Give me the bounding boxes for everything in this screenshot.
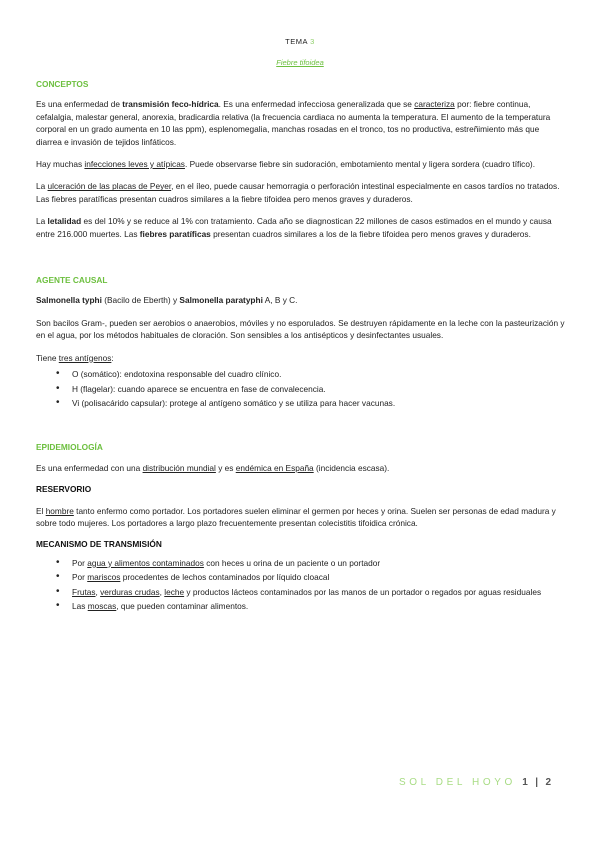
topic-number: 3 xyxy=(310,37,315,46)
text-run: La xyxy=(36,181,48,192)
subheading-mecanismo: MECANISMO DE TRANSMISIÓN xyxy=(36,539,162,550)
text-run: Por xyxy=(72,572,88,583)
list-item xyxy=(72,571,566,583)
text-run: es del 10% y se reduce al 1% con tratamiento. Cada año se diagnostican 22 millones de casos estimados en el mundo y causa entre 216.000 muertes. Las xyxy=(36,216,552,239)
transmission-list xyxy=(36,557,566,613)
text-run: y productos lácteos contaminados por las manos de un portador o regados por aguas residuales xyxy=(184,586,542,597)
list-item xyxy=(72,557,566,569)
text-run: Por xyxy=(72,557,88,568)
document-subtitle: Fiebre tifoidea xyxy=(276,58,324,67)
underlined-term: ulceración de las placas de Peyer xyxy=(47,181,172,192)
section-heading-conceptos: CONCEPTOS xyxy=(36,79,89,89)
text-run: Tiene xyxy=(36,352,59,363)
text-run: Es una enfermedad de xyxy=(36,99,123,110)
underlined-term: caracteriza xyxy=(414,99,455,110)
text-run: Es una enfermedad con una xyxy=(36,462,143,473)
text-run: (incidencia escasa). xyxy=(313,462,390,473)
page-number-separator: | xyxy=(535,777,540,788)
text-run: Hay muchas xyxy=(36,159,85,170)
text-run: . Puede observarse fiebre sin sudoración, embotamiento mental y ligera sordera (cuadro tífico). xyxy=(184,159,535,170)
bold-term: transmisión feco-hídrica xyxy=(122,99,219,110)
list-item: • Vi (polisacárido capsular): protege al antígeno somático y se utiliza para hacer vacunas. xyxy=(72,397,566,409)
agente-paragraph-1 xyxy=(36,294,566,306)
agente-paragraph-2: Son bacilos Gram-, pueden ser aerobios o anaerobios, móviles y no esporulados. Se destruyen rápidamente en la leche con la pasteurización y en el agua, por los métodos habituales de cloración. Son sensibles a los antisépticos y desinfectantes usuales. xyxy=(36,317,565,341)
underlined-term: infecciones leves y atípicas xyxy=(84,159,185,170)
section-heading-agente-causal: AGENTE CAUSAL xyxy=(36,275,108,286)
underlined-term: verduras crudas xyxy=(100,586,160,597)
list-item: • O (somático): endotoxina responsable del cuadro clínico. xyxy=(72,368,566,380)
reservorio-paragraph xyxy=(36,505,566,530)
underlined-term: endémica en España xyxy=(235,462,314,473)
subheading-reservorio: RESERVORIO xyxy=(36,484,92,495)
text-run: por: fiebre continua, cefalalgia, malestar general, anorexia, bradicardia relativa (la frecuencia cardiaca no aumenta la temperatura. El aumento de la temperatura corporal en un grado aumenta en 10 las ppm), esplenomegalia, manchas rosadas en el tronco, tos no productiva, estreñimiento más que diarrea e invasión de tejidos linfáticos. xyxy=(36,99,551,147)
page-number-current: 1 xyxy=(522,777,529,788)
conceptos-paragraph-3 xyxy=(36,180,566,205)
underlined-term: moscas xyxy=(87,600,117,611)
conceptos-paragraph-4 xyxy=(36,215,566,240)
underlined-term: distribución mundial xyxy=(142,462,216,473)
text-run: . Es una enfermedad infecciosa generalizada que se xyxy=(218,99,415,110)
section-heading-epidemiologia: EPIDEMIOLOGÍA xyxy=(36,442,103,453)
underlined-term: mariscos xyxy=(87,572,121,583)
text-run: (Bacilo de Eberth) y xyxy=(101,295,180,306)
text-run: La xyxy=(36,216,48,227)
text-run: con heces u orina de un paciente o un portador xyxy=(203,557,381,568)
antigen-list xyxy=(36,368,566,409)
epidemiologia-paragraph-1 xyxy=(36,462,566,474)
text-run: y es xyxy=(215,462,236,473)
footer-author: SOL DEL HOYO xyxy=(398,777,516,788)
text-run: tanto enfermo como portador. Los portadores suelen eliminar el germen por heces y orina. Suelen ser personas de edad madura y sobre todo mujeres. Los portadores a largo plazo frecuentemente presentan colecistitis tifoidica crónica. xyxy=(36,505,556,528)
text-run: : xyxy=(111,352,114,363)
list-item xyxy=(72,600,566,612)
bold-term: fiebres paratíficas xyxy=(139,228,211,239)
text-run: El xyxy=(36,505,46,516)
text-run: , en el íleo, puede causar hemorragia o perforación intestinal especialmente en casos tardíos no tratados. Las fiebres paratíficas presentan cuadros similares a la fiebre tifoidea pero menos graves y duraderos. xyxy=(36,181,560,204)
text-run: , que pueden contaminar alimentos. xyxy=(116,600,249,611)
text-run: presentan cuadros similares a los de la fiebre tifoidea pero menos graves y duraderos. xyxy=(210,228,531,239)
list-item: • H (flagelar): cuando aparece se encuentra en fase de convalecencia. xyxy=(72,383,566,395)
bold-term: Salmonella paratyphi xyxy=(179,295,263,306)
underlined-term: leche xyxy=(164,586,185,597)
bold-term: letalidad xyxy=(47,216,82,227)
page-number-total: 2 xyxy=(545,777,552,788)
underlined-term: hombre xyxy=(45,505,74,516)
list-item xyxy=(72,586,566,598)
text-run: , xyxy=(95,586,101,597)
text-run: Las xyxy=(72,600,88,611)
document-body xyxy=(36,78,566,612)
text-run: procedentes de lechos contaminados por líquido cloacal xyxy=(120,572,330,583)
conceptos-paragraph-2 xyxy=(36,158,566,170)
text-run: , xyxy=(159,586,165,597)
underlined-term: tres antígenos xyxy=(58,352,112,363)
conceptos-paragraph-1 xyxy=(36,98,566,148)
underlined-term: Frutas xyxy=(72,586,96,597)
bold-term: Salmonella typhi xyxy=(36,295,102,306)
topic-header xyxy=(0,37,600,46)
agente-paragraph-3 xyxy=(36,352,566,364)
page-footer xyxy=(399,777,552,788)
underlined-term: agua y alimentos contaminados xyxy=(87,557,204,568)
topic-label: TEMA xyxy=(285,37,308,46)
text-run: A, B y C. xyxy=(262,295,298,306)
